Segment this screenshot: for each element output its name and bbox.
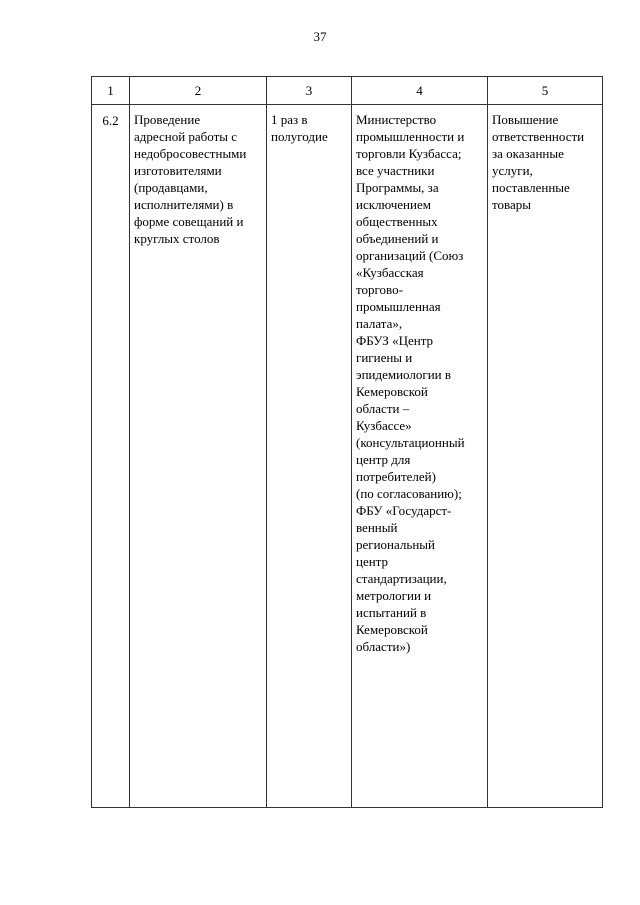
result-text: Повышение ответственности за оказанные услуги, поставленные товары xyxy=(492,112,585,212)
header-cell-1: 1 xyxy=(92,77,130,105)
row-number-cell xyxy=(92,105,130,808)
period-cell xyxy=(267,105,352,808)
header-cell-3: 3 xyxy=(267,77,352,105)
result-cell xyxy=(488,105,603,808)
activity-cell xyxy=(130,105,267,808)
header-cell-2: 2 xyxy=(130,77,267,105)
row-number: 6.2 xyxy=(102,113,119,128)
period-text: 1 раз в полугодие xyxy=(271,112,328,144)
executors-text: Министерство промышленности и торговли Кузбасса; все участники Программы, за исключением общественных объединений и организаций (Союз «Кузбасская торгово- промышленная палата», ФБУЗ «Центр гигиены и эпидемиологии в Кемеровской области – Кузбассе» (консультационный центр для потребителей) (по согласованию); ФБУ «Государст- венный региональный центр стандартизации, метрологии и испытаний в Кемеровской области») xyxy=(356,112,465,654)
activity-text: Проведение адресной работы с недобросовестными изготовителями (продавцами, исполнителями) в форме совещаний и круглых столов xyxy=(134,112,247,246)
header-cell-4: 4 xyxy=(352,77,488,105)
table-header-row xyxy=(92,77,603,105)
page-number: 37 xyxy=(313,29,327,44)
header-cell-5: 5 xyxy=(488,77,603,105)
plan-table xyxy=(91,76,603,808)
table-row xyxy=(92,105,603,808)
executors-cell xyxy=(352,105,488,808)
